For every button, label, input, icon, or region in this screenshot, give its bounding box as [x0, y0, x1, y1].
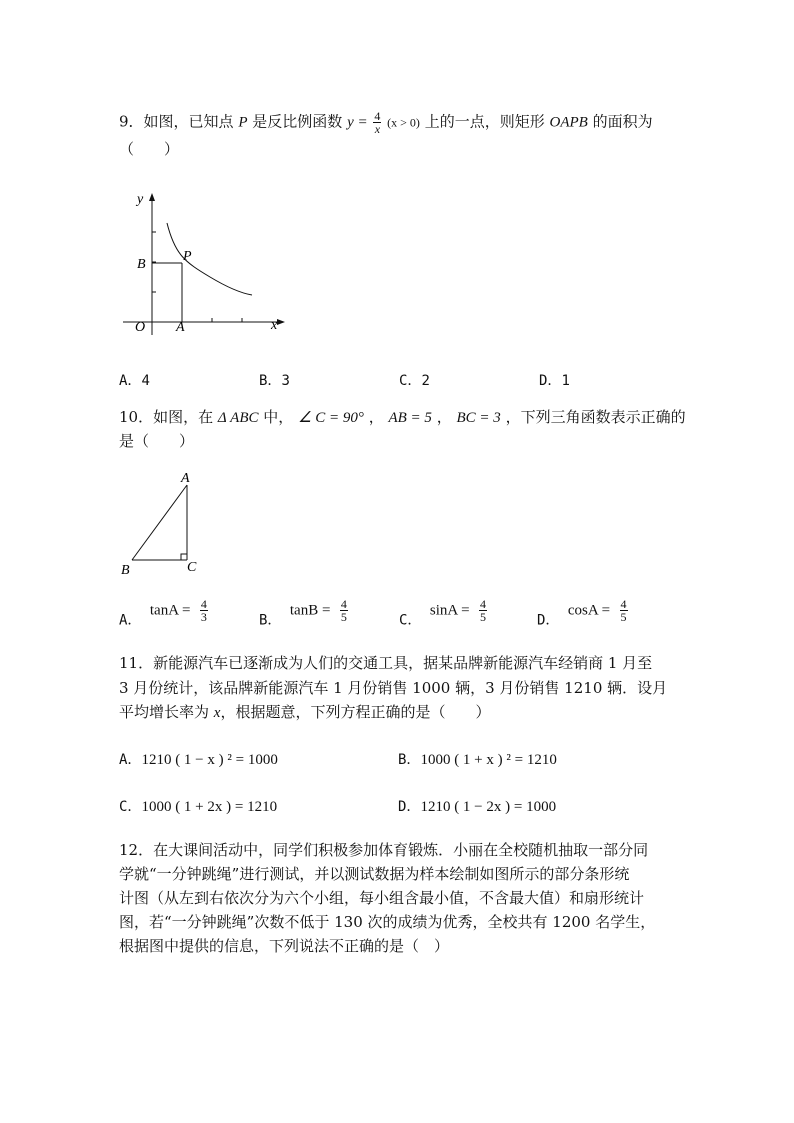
q9-text: 的面积为	[592, 112, 653, 131]
option-label: B．	[398, 752, 421, 768]
option-fn: tanA =	[149, 602, 191, 619]
q10-option-d[interactable]	[537, 598, 629, 630]
q11-option-b[interactable]	[398, 749, 557, 769]
q9-fig-label-x: x	[271, 318, 278, 333]
q10-text: ，	[368, 408, 384, 426]
q12-stem-line4: 图，若“一分钟跳绳”次数不低于 130 次的成绩为优秀，全校共有 1200 名学生，	[119, 913, 656, 931]
q9-frac-den: x	[374, 122, 381, 136]
q9-fraction	[373, 110, 381, 135]
q9-fig-label-o: O	[135, 320, 146, 335]
q11-stem-line3	[119, 701, 490, 724]
frac-num: 4	[480, 597, 487, 611]
frac-den: 5	[340, 610, 347, 624]
option-fn: tanB =	[289, 602, 331, 619]
q10-option-a[interactable]	[119, 598, 209, 630]
q9-fig-label-p: P	[183, 249, 192, 264]
q11-text: 平均增长率为	[119, 703, 210, 721]
q10-text: 中，	[263, 408, 294, 426]
q10-text: 10．如图，在	[119, 408, 214, 426]
q11-text: ，根据题意，下列方程正确的是（ ）	[220, 703, 491, 721]
q10-text: ，	[436, 408, 452, 426]
q9-stem-line1	[119, 110, 653, 135]
q9-text: 是反比例函数	[252, 112, 343, 131]
q9-rect-name: OAPB	[549, 114, 588, 131]
option-label: D．	[537, 612, 560, 629]
q9-fig-label-a: A	[176, 320, 185, 335]
option-label: A．	[119, 612, 142, 629]
q9-option-c[interactable]	[399, 370, 430, 390]
option-label: B．	[259, 373, 282, 389]
q10-ab: AB = 5	[388, 410, 432, 426]
option-text: 1000 ( 1 + 2x ) = 1210	[141, 799, 278, 815]
q10-angle: ∠ C = 90°	[298, 410, 364, 426]
option-text: 1210 ( 1 − x ) ² = 1000	[141, 752, 278, 768]
q12-stem-line3: 计图（从左到右依次分为六个小组，每小组含最小值，不含最大值）和扇形统计	[119, 889, 645, 907]
option-text: 1210 ( 1 − 2x ) = 1000	[420, 799, 557, 815]
q10-fig-label-b: B	[121, 563, 130, 578]
option-label: D．	[539, 373, 562, 389]
frac-den: 5	[620, 610, 627, 624]
q10-fig-label-a: A	[181, 471, 190, 486]
option-label: B．	[259, 612, 282, 629]
q9-frac-num: 4	[374, 109, 381, 123]
q11-option-c[interactable]	[119, 796, 277, 816]
q10-fig-label-c: C	[187, 560, 197, 575]
q10-stem-line2: 是（ ）	[119, 432, 195, 450]
q10-option-b[interactable]	[259, 598, 349, 630]
q12-stem-line5: 根据图中提供的信息，下列说法不正确的是（ ）	[119, 937, 450, 955]
q11-option-a[interactable]	[119, 749, 278, 769]
option-fraction	[620, 598, 628, 623]
q9-func-y: y =	[347, 114, 368, 131]
q9-figure	[115, 185, 295, 345]
q10-bc: BC = 3	[456, 410, 501, 426]
option-label: A．	[119, 373, 142, 389]
q10-figure	[115, 468, 215, 578]
q9-point-p: P	[238, 114, 248, 131]
q9-text: 9．如图，已知点	[119, 112, 234, 131]
q9-option-b[interactable]	[259, 370, 290, 390]
q11-option-d[interactable]	[398, 796, 556, 816]
q9-fig-label-y: y	[137, 192, 144, 207]
option-text: 1	[561, 373, 570, 389]
q10-text: ，下列三角函数表示正确的	[505, 408, 686, 426]
q9-text: 上的一点，则矩形	[424, 112, 545, 131]
q10-option-c[interactable]	[399, 598, 488, 630]
option-label: C．	[399, 373, 422, 389]
option-label: D．	[398, 799, 421, 815]
q9-option-a[interactable]	[119, 370, 150, 390]
frac-den: 5	[480, 610, 487, 624]
option-fraction	[340, 598, 348, 623]
option-fn: cosA =	[567, 602, 611, 619]
option-text: 1000 ( 1 + x ) ² = 1210	[420, 752, 557, 768]
frac-num: 4	[340, 597, 347, 611]
option-text: 3	[281, 373, 290, 389]
option-text: 2	[421, 373, 430, 389]
q9-option-d[interactable]	[539, 370, 570, 390]
q12-stem-line2: 学就“一分钟跳绳”进行测试，并以测试数据为样本绘制如图所示的部分条形统	[119, 865, 630, 883]
option-text: 4	[141, 373, 150, 389]
q11-stem-line1: 11．新能源汽车已逐渐成为人们的交通工具，据某品牌新能源汽车经销商 1 月至	[119, 654, 653, 672]
q10-stem-line1	[119, 406, 686, 429]
frac-num: 4	[200, 597, 207, 611]
q12-stem-line1: 12．在大课间活动中，同学们积极参加体育锻炼．小丽在全校随机抽取一部分同	[119, 841, 649, 859]
q9-stem-line2: （ ）	[119, 140, 180, 158]
option-fraction	[200, 598, 208, 623]
q9-domain: (x > 0)	[387, 115, 420, 130]
option-label: C．	[399, 612, 422, 629]
q11-stem-line2: 3 月份统计，该品牌新能源汽车 1 月份销售 1000 辆，3 月份销售 1210 辆．设月	[119, 679, 668, 697]
option-label: C．	[119, 799, 142, 815]
frac-num: 4	[620, 597, 627, 611]
option-fraction	[479, 598, 487, 623]
frac-den: 3	[200, 610, 207, 624]
option-label: A．	[119, 752, 142, 768]
q11-var-x: x	[213, 705, 221, 721]
option-fn: sinA =	[429, 602, 470, 619]
q10-triangle: Δ ABC	[217, 410, 259, 426]
q9-fig-label-b: B	[137, 257, 146, 272]
